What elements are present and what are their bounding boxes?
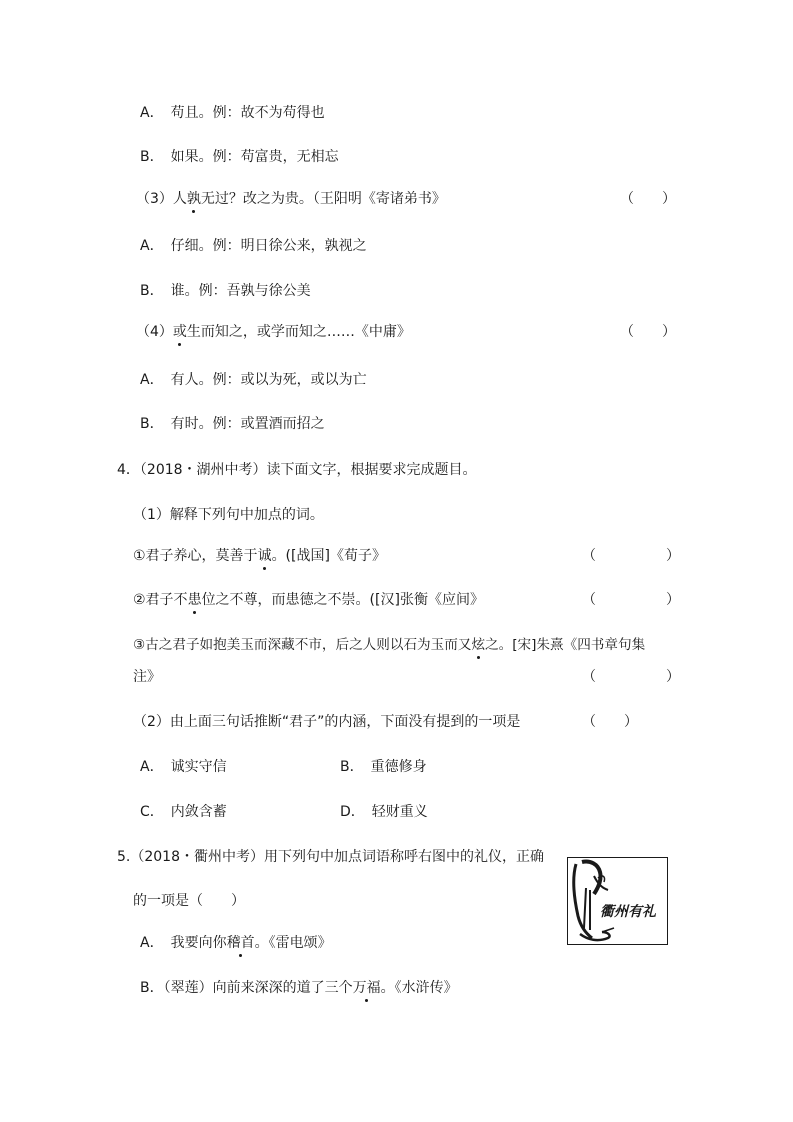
answer-blank: （ ） (620, 324, 676, 340)
answer-blank: （ ） (620, 191, 676, 207)
answer-blank: （ ） (582, 714, 638, 730)
answer-blank: （ ） (582, 669, 680, 685)
answer-blank: （ ） (582, 592, 680, 608)
q3-item3-option-b: B． 谁。例：吾孰与徐公美 (140, 283, 311, 299)
q5-option-a: A． 我要向你稽首。《雷电颂》 (140, 935, 332, 951)
q3-item4-stem: （4）或生而知之，或学而知之……《中庸》 (136, 324, 411, 340)
q4-option-c: C． 内敛含蓄 (140, 804, 227, 820)
q4-sentence-1: ①君子养心，莫善于诚。([战国]《荀子》 (133, 548, 386, 564)
emphasis-dot-word: 或 (172, 324, 187, 340)
emphasis-dot-word: 炫 (471, 637, 486, 653)
q4-sentence-3: ③古之君子如抱美玉而深藏不市，后之人则以石为玉而又炫之。[宋]朱熹《四书章句集 (133, 637, 646, 653)
answer-blank: （ ） (582, 548, 680, 564)
emphasis-dot-word: 稽首 (226, 935, 255, 951)
q3-item4-option-b: B． 有时。例：或置酒而招之 (140, 416, 325, 432)
q4-sentence-2: ②君子不患位之不尊，而患德之不崇。([汉]张衡《应间》 (133, 592, 484, 608)
emphasis-dot-word: 患 (187, 592, 202, 608)
emphasis-dot-word: 孰 (186, 191, 201, 207)
q4-option-b: B． 重德修身 (340, 759, 427, 775)
q3-item2-option-b: B． 如果。例：苟富贵，无相忘 (140, 149, 339, 165)
figure-caption: 衢州有礼 (600, 904, 656, 920)
q4-sentence-3-continued: 注》 (133, 669, 161, 685)
q5-stem-line2: 的一项是（ ） (133, 893, 245, 909)
q5-option-b: B．（翠莲）向前来深深的道了三个万福。《水浒传》 (140, 980, 458, 996)
q3-item2-option-a: A． 苟且。例：故不为苟得也 (140, 105, 325, 121)
etiquette-illustration (567, 857, 668, 945)
emphasis-dot-word: 万福 (352, 980, 381, 996)
q3-item4-option-a: A． 有人。例：或以为死，或以为亡 (140, 372, 367, 388)
emphasis-dot-word: 诚 (257, 548, 272, 564)
q5-stem-line1: 5.（2018・衢州中考）用下列句中加点词语称呼右图中的礼仪，正确 (117, 849, 544, 865)
q4-option-a: A． 诚实守信 (140, 759, 227, 775)
q4-sub2: （2）由上面三句话推断“君子”的内涵，下面没有提到的一项是 (133, 714, 521, 730)
q3-item3-stem: （3）人孰无过？改之为贵。（王阳明《寄诸弟书》 (136, 191, 446, 207)
q4-heading: 4．（2018・湖州中考）读下面文字，根据要求完成题目。 (117, 462, 477, 478)
q4-sub1: （1）解释下列句中加点的词。 (133, 507, 324, 523)
q4-option-d: D． 轻财重义 (340, 804, 428, 820)
q3-item3-option-a: A． 仔细。例：明日徐公来，孰视之 (140, 238, 367, 254)
bowing-figure-drawing (568, 858, 666, 943)
